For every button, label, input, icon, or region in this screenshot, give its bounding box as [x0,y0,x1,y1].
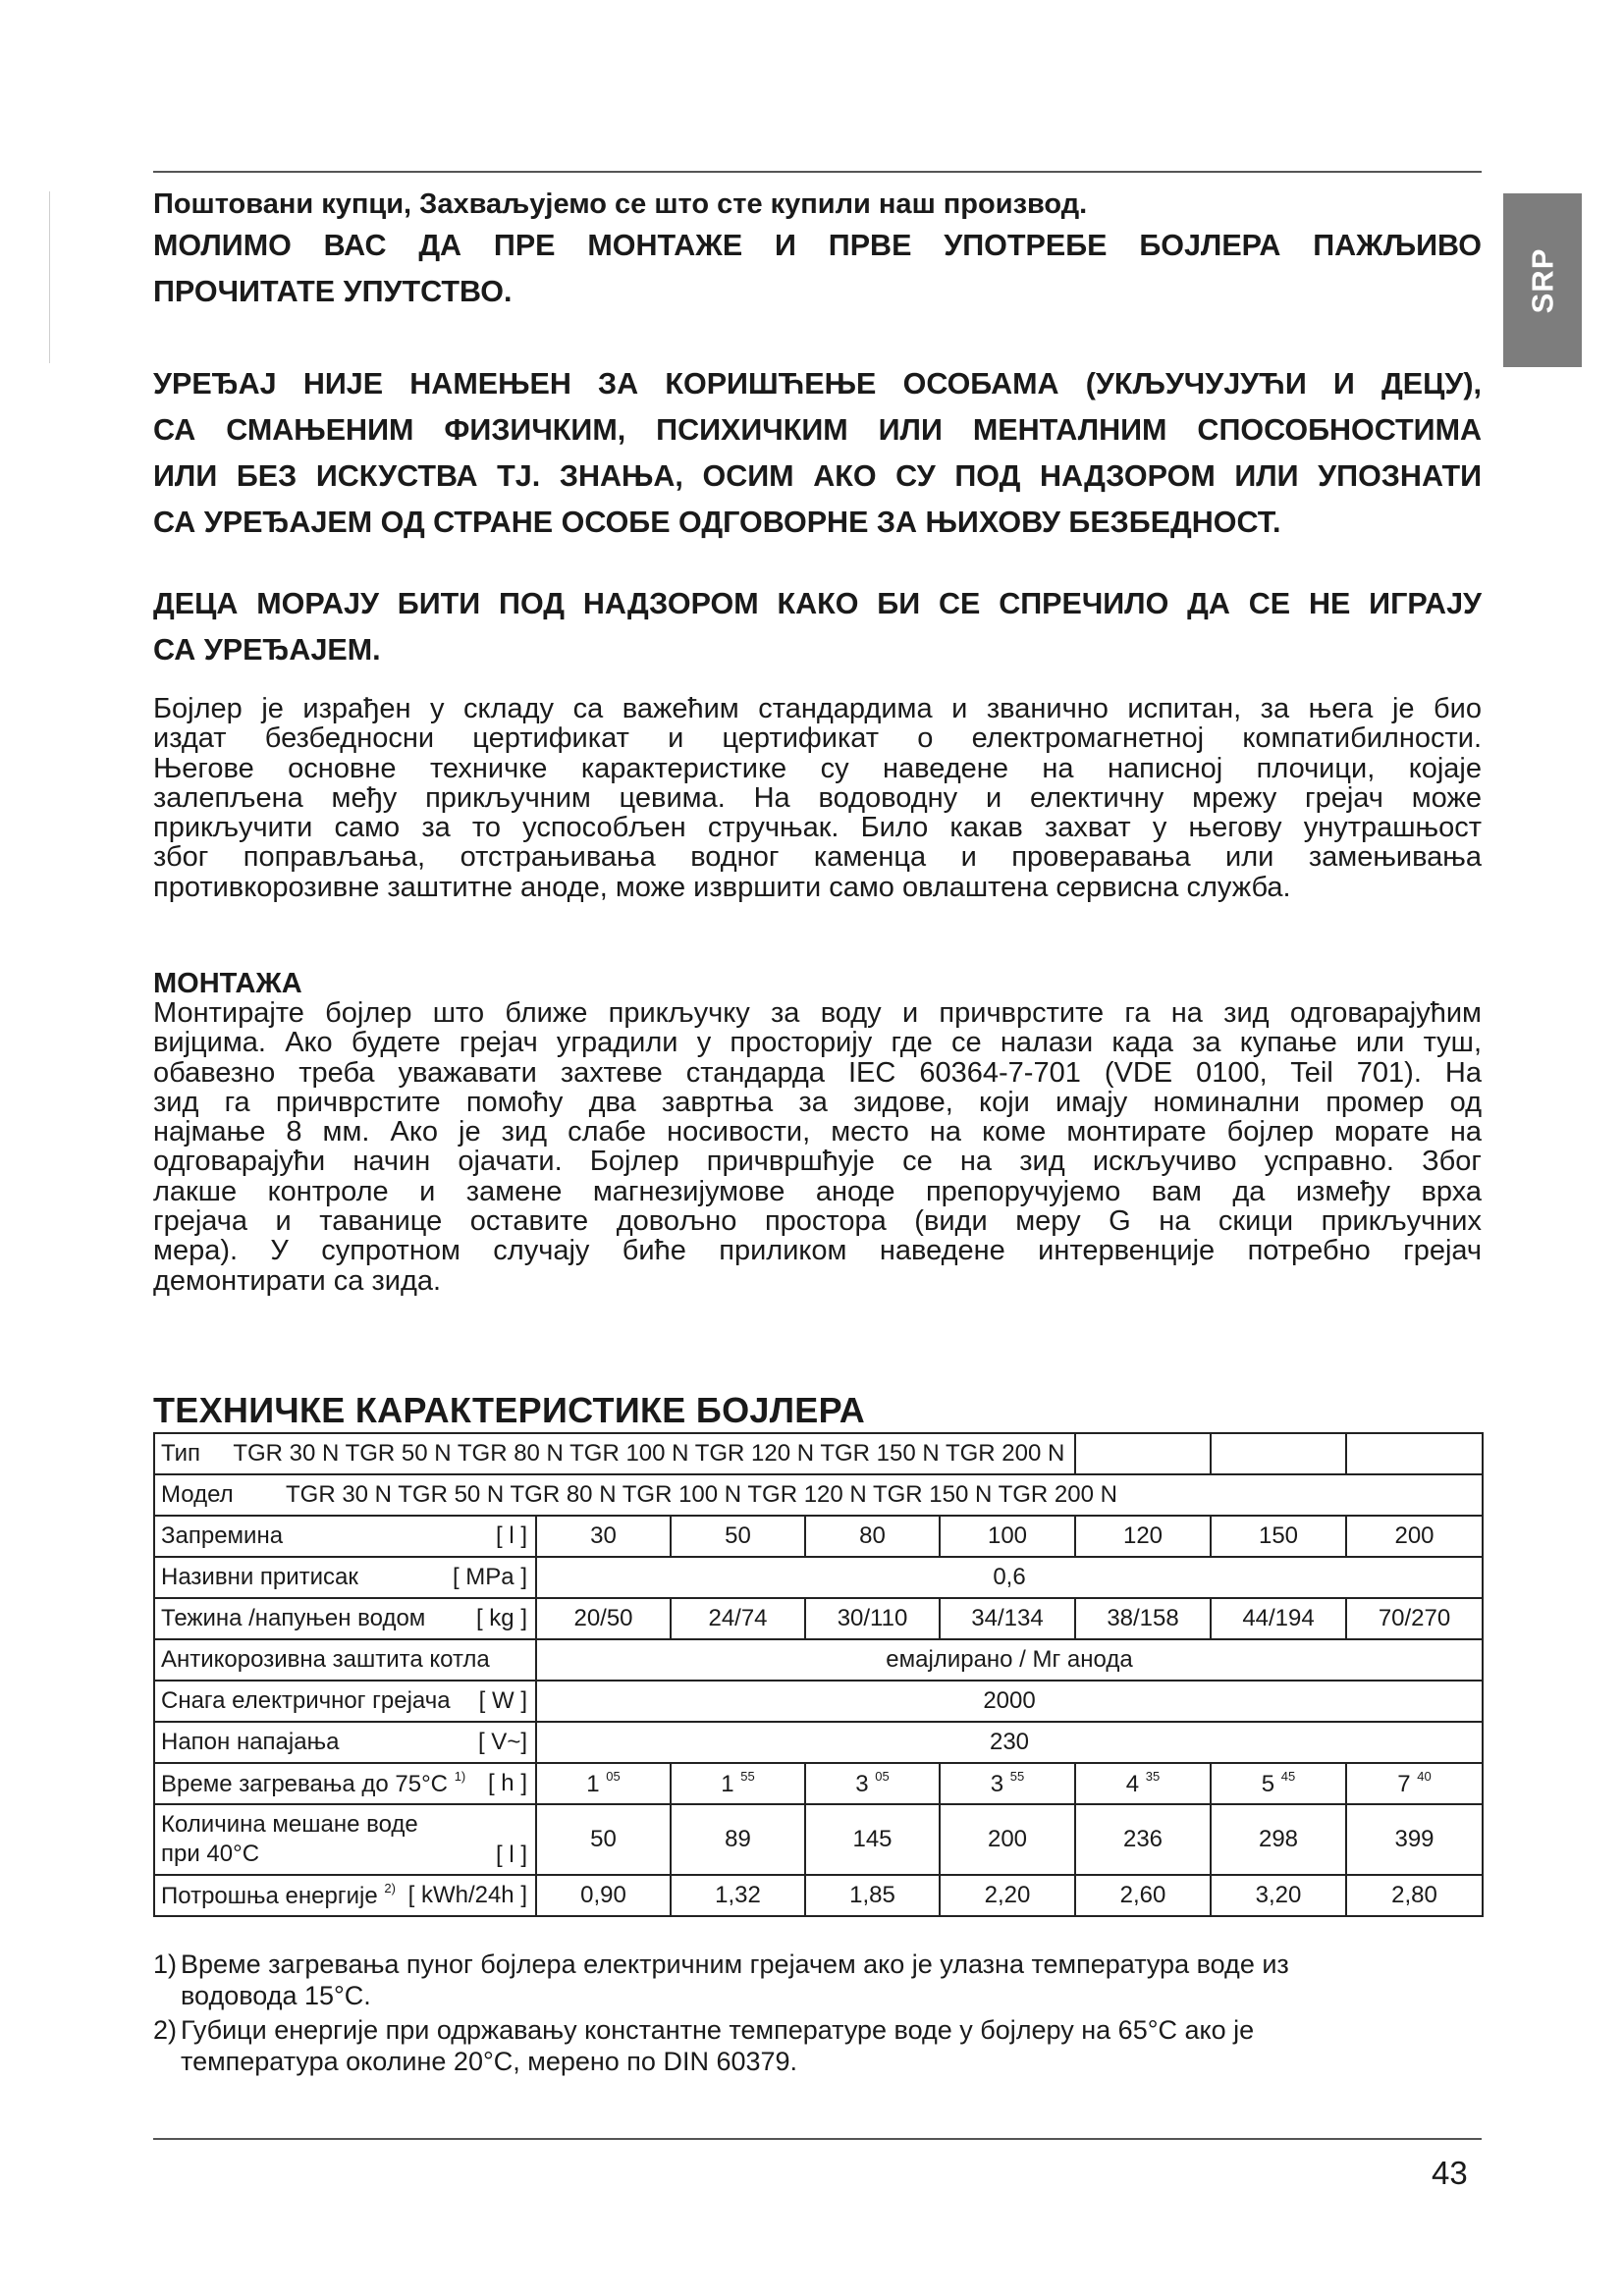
power-label-cell [154,1681,536,1722]
empty-cell [1075,1433,1211,1474]
montaza-line: обавезно треба уважавати захтеве стандарда IEC 60364-7-701 (VDE 0100, Teil 701). На [153,1056,1482,1089]
footnote-2 [153,2014,1410,2077]
energy-unit: [ kWh/24h ] [407,1882,527,1908]
pressure-unit: [ MPa ] [452,1564,527,1590]
weight-label: Тежина /напуњен водом [161,1605,426,1631]
table-heading: ТЕХНИЧКЕ КАРАКТЕРИСТИКЕ БОЈЛЕРА [153,1390,866,1430]
hours-value: 5 [1261,1771,1275,1797]
heat-time-label: Време загревања до 75°C [161,1771,449,1797]
table-cell: 44/194 [1211,1598,1346,1639]
pressure-label: Називни притисак [161,1564,358,1590]
table-cell [1211,1763,1346,1804]
table-cell: 230 [536,1722,1483,1763]
table-cell: 38/158 [1075,1598,1211,1639]
intro-paragraph [153,694,1482,902]
minutes-value: 05 [606,1769,621,1784]
table-cell: 80 [805,1516,940,1557]
hours-value: 3 [990,1771,1004,1797]
mixed-water-label-cell [154,1804,536,1875]
montaza-line: лакше контроле и замене магнезијумове аноде препоручујемо вам да између врха [153,1175,1482,1207]
warning2-line: ИЛИ БЕЗ ИСКУСТВА ТЈ. ЗНАЊА, ОСИМ АКО СУ ПОД НАДЗОРОМ ИЛИ УПОЗНАТИ [153,459,1482,493]
intro-line: прикључити само за то успособљен стручњак. Било какав захват у његову унутрашњост [153,812,1482,844]
intro-line: Његове основне техничке карактеристике су наведене на написној плочици, којаје [153,752,1482,784]
bottom-rule [153,2138,1482,2140]
warning2-line: СА СМАЊЕНИМ ФИЗИЧКИМ, ПСИХИЧКИМ ИЛИ МЕНТАЛНИМ СПОСОБНОСТИМА [153,413,1482,447]
intro-line: залепљена међу прикључним цевима. На водоводну и електичну мрежу грејач може [153,781,1482,814]
footnote-line: водовода 15°C. [181,1981,371,2010]
montaza-line: најмање 8 мм. Ако је зид слабе носивости, место на коме монтирате бојлер морате на [153,1116,1482,1148]
table-cell: 2000 [536,1681,1483,1722]
montaza-line: вијцима. Ако будете грејач уградили у просторију где се налази када за купање или туш, [153,1027,1482,1059]
footnote-line: Губици енергије при одржавању константне температуре воде у бојлеру на 65°C ако је [181,2015,1255,2045]
table-cell: 30/110 [805,1598,940,1639]
footnote-number: 2) [153,2015,178,2045]
table-cell: 2,20 [940,1875,1075,1916]
minutes-value: 40 [1417,1769,1432,1784]
intro-line: Бојлер је израђен у складу са важећим стандардима и званично испитан, за њега је био [153,693,1482,724]
mixed-water-label: при 40°C [161,1841,260,1867]
hours-value: 3 [855,1771,869,1797]
table-cell [805,1763,940,1804]
minutes-value: 55 [740,1769,755,1784]
power-unit: [ W ] [478,1687,527,1714]
weight-unit: [ kg ] [475,1605,527,1631]
corrosion-label-cell [154,1639,536,1681]
table-cell: 3,20 [1211,1875,1346,1916]
heat-time-unit: [ h ] [487,1770,527,1796]
voltage-label: Напон напајања [161,1729,340,1755]
greeting-block [153,187,1482,222]
language-tab [1503,193,1582,367]
warning3-line: СА УРЕЂАЈЕМ. [153,633,381,667]
minutes-value: 05 [875,1769,890,1784]
footnote-line: температура околине 20°C, мерено по DIN 60379. [181,2047,798,2076]
table-row [154,1681,1483,1722]
empty-cell [1346,1433,1483,1474]
footnote-1 [153,1949,1410,2011]
minutes-value: 35 [1145,1769,1161,1784]
table-cell: 200 [1346,1516,1483,1557]
table-cell [940,1763,1075,1804]
footnote-ref: 1) [454,1769,466,1784]
model-row-text: Модел TGR 30 N TGR 50 N TGR 80 N TGR 100 N TGR 120 N TGR 150 N TGR 200 N [161,1481,1117,1508]
volume-label: Запремина [161,1522,284,1549]
voltage-label-cell [154,1722,536,1763]
warning-children [153,581,1482,673]
table-cell: 236 [1075,1804,1211,1875]
table-row [154,1804,1483,1875]
table-cell: 1,85 [805,1875,940,1916]
intro-line: због поправљања, отстрањивања водног каменца и проверавања или замењивања [153,841,1482,874]
montaza-line: зид га причврстите помоћу два завртња за зидове, који имају номинални промер од [153,1086,1482,1118]
table-cell: 2,60 [1075,1875,1211,1916]
energy-label-cell [154,1875,536,1916]
minutes-value: 45 [1280,1769,1296,1784]
table-cell: 24/74 [671,1598,805,1639]
hours-value: 4 [1125,1771,1140,1797]
top-rule [153,171,1482,173]
mixed-water-unit: [ l ] [495,1842,527,1868]
montaza-line: грејача и таванице оставите довољно простора (види меру G на скици прикључних [153,1205,1482,1238]
table-cell: 20/50 [536,1598,671,1639]
warning2-line: СА УРЕЂАЈЕМ ОД СТРАНЕ ОСОБЕ ОДГОВОРНЕ ЗА ЊИХОВУ БЕЗБЕДНОСТ. [153,506,1281,539]
table-cell: 34/134 [940,1598,1075,1639]
table-row [154,1639,1483,1681]
footnote-line: Време загревања пуног бојлера електричним грејачем ако је улазна температура воде из [181,1949,1289,1979]
table-cell: 30 [536,1516,671,1557]
table-heading-block [153,1391,1482,1430]
type-row-text: Тип TGR 30 N TGR 50 N TGR 80 N TGR 100 N TGR 120 N TGR 150 N TGR 200 N [161,1440,1065,1467]
table-cell: 100 [940,1516,1075,1557]
table-row [154,1598,1483,1639]
corrosion-label: Антикорозивна заштита котла [161,1646,490,1673]
montaza-heading: МОНТАЖА [153,968,302,999]
table-cell: 50 [671,1516,805,1557]
spec-table [153,1432,1484,1917]
intro-line: издат безбедносни цертификат и цертификат о електромагнетној компатибилности. [153,722,1482,755]
page-number: 43 [1432,2155,1468,2191]
type-row-cell [154,1433,1075,1474]
table-cell: 298 [1211,1804,1346,1875]
warning1-line: ПРОЧИТАТЕ УПУТСТВО. [153,275,513,308]
table-cell: 399 [1346,1804,1483,1875]
montaza-line: одговарајући начин ојачати. Бојлер причвршћује се на зид искључиво усправно. Због [153,1146,1482,1178]
montaza-line: Монтирајте бојлер што ближе прикључку за воду и причврстите га на зид одговарајућим [153,997,1482,1029]
table-row [154,1474,1483,1516]
hours-value: 1 [586,1771,600,1797]
hours-value: 1 [721,1771,734,1797]
mixed-water-label: Количина мешане воде [161,1811,418,1838]
intro-line: противкорозивне заштитне аноде, може извршити само овлаштена сервисна служба. [153,871,1291,903]
voltage-unit: [ V~] [477,1729,527,1755]
footnote-number: 1) [153,1949,178,1979]
table-cell: 120 [1075,1516,1211,1557]
volume-unit: [ l ] [495,1522,527,1549]
table-cell: 0,6 [536,1557,1483,1598]
model-row-cell [154,1474,1483,1516]
montaza-line: мера). У супротном случају биће приликом наведене интервенције потребно грејач [153,1235,1482,1267]
hours-value: 7 [1397,1771,1411,1797]
table-cell [671,1763,805,1804]
energy-label: Потрошња енергије [161,1883,378,1909]
greeting: Поштовани купци, Захваљујемо се што сте купили наш производ. [153,188,1088,220]
warning3-line: ДЕЦА МОРАЈУ БИТИ ПОД НАДЗОРОМ КАКО БИ СЕ СПРЕЧИЛО ДА СЕ НЕ ИГРАЈУ [153,587,1482,620]
table-row [154,1516,1483,1557]
table-cell: 200 [940,1804,1075,1875]
footnote-ref: 2) [384,1881,396,1896]
montaza-section [153,969,1482,1296]
warning-read-manual [153,223,1482,315]
binder-line [49,191,50,363]
table-cell: 145 [805,1804,940,1875]
table-row [154,1557,1483,1598]
montaza-line: демонтирати са зида. [153,1264,442,1297]
warning1-line: МОЛИМО ВАС ДА ПРЕ МОНТАЖЕ И ПРВЕ УПОТРЕБЕ БОЈЛЕРА ПАЖЉИВО [153,229,1482,262]
table-row [154,1763,1483,1804]
language-tab-label: SRP [1525,247,1559,313]
table-row [154,1722,1483,1763]
table-cell: 89 [671,1804,805,1875]
weight-label-cell [154,1598,536,1639]
table-cell: 50 [536,1804,671,1875]
empty-cell [1211,1433,1346,1474]
table-cell: 150 [1211,1516,1346,1557]
power-label: Снага електричног грејача [161,1687,451,1714]
volume-label-cell [154,1516,536,1557]
minutes-value: 55 [1009,1769,1025,1784]
table-cell: 1,32 [671,1875,805,1916]
table-cell: 70/270 [1346,1598,1483,1639]
table-cell [1346,1763,1483,1804]
pressure-label-cell [154,1557,536,1598]
table-cell: 2,80 [1346,1875,1483,1916]
table-row [154,1433,1483,1474]
table-cell: 0,90 [536,1875,671,1916]
warning-persons [153,361,1482,546]
table-cell [536,1763,671,1804]
table-cell: емајлирано / Мг анода [536,1639,1483,1681]
table-cell [1075,1763,1211,1804]
table-row [154,1875,1483,1916]
warning2-line: УРЕЂАЈ НИЈЕ НАМЕЊЕН ЗА КОРИШЋЕЊЕ ОСОБАМА (УКЉУЧУЈУЋИ И ДЕЦУ), [153,367,1482,400]
heat-time-label-cell [154,1763,536,1804]
